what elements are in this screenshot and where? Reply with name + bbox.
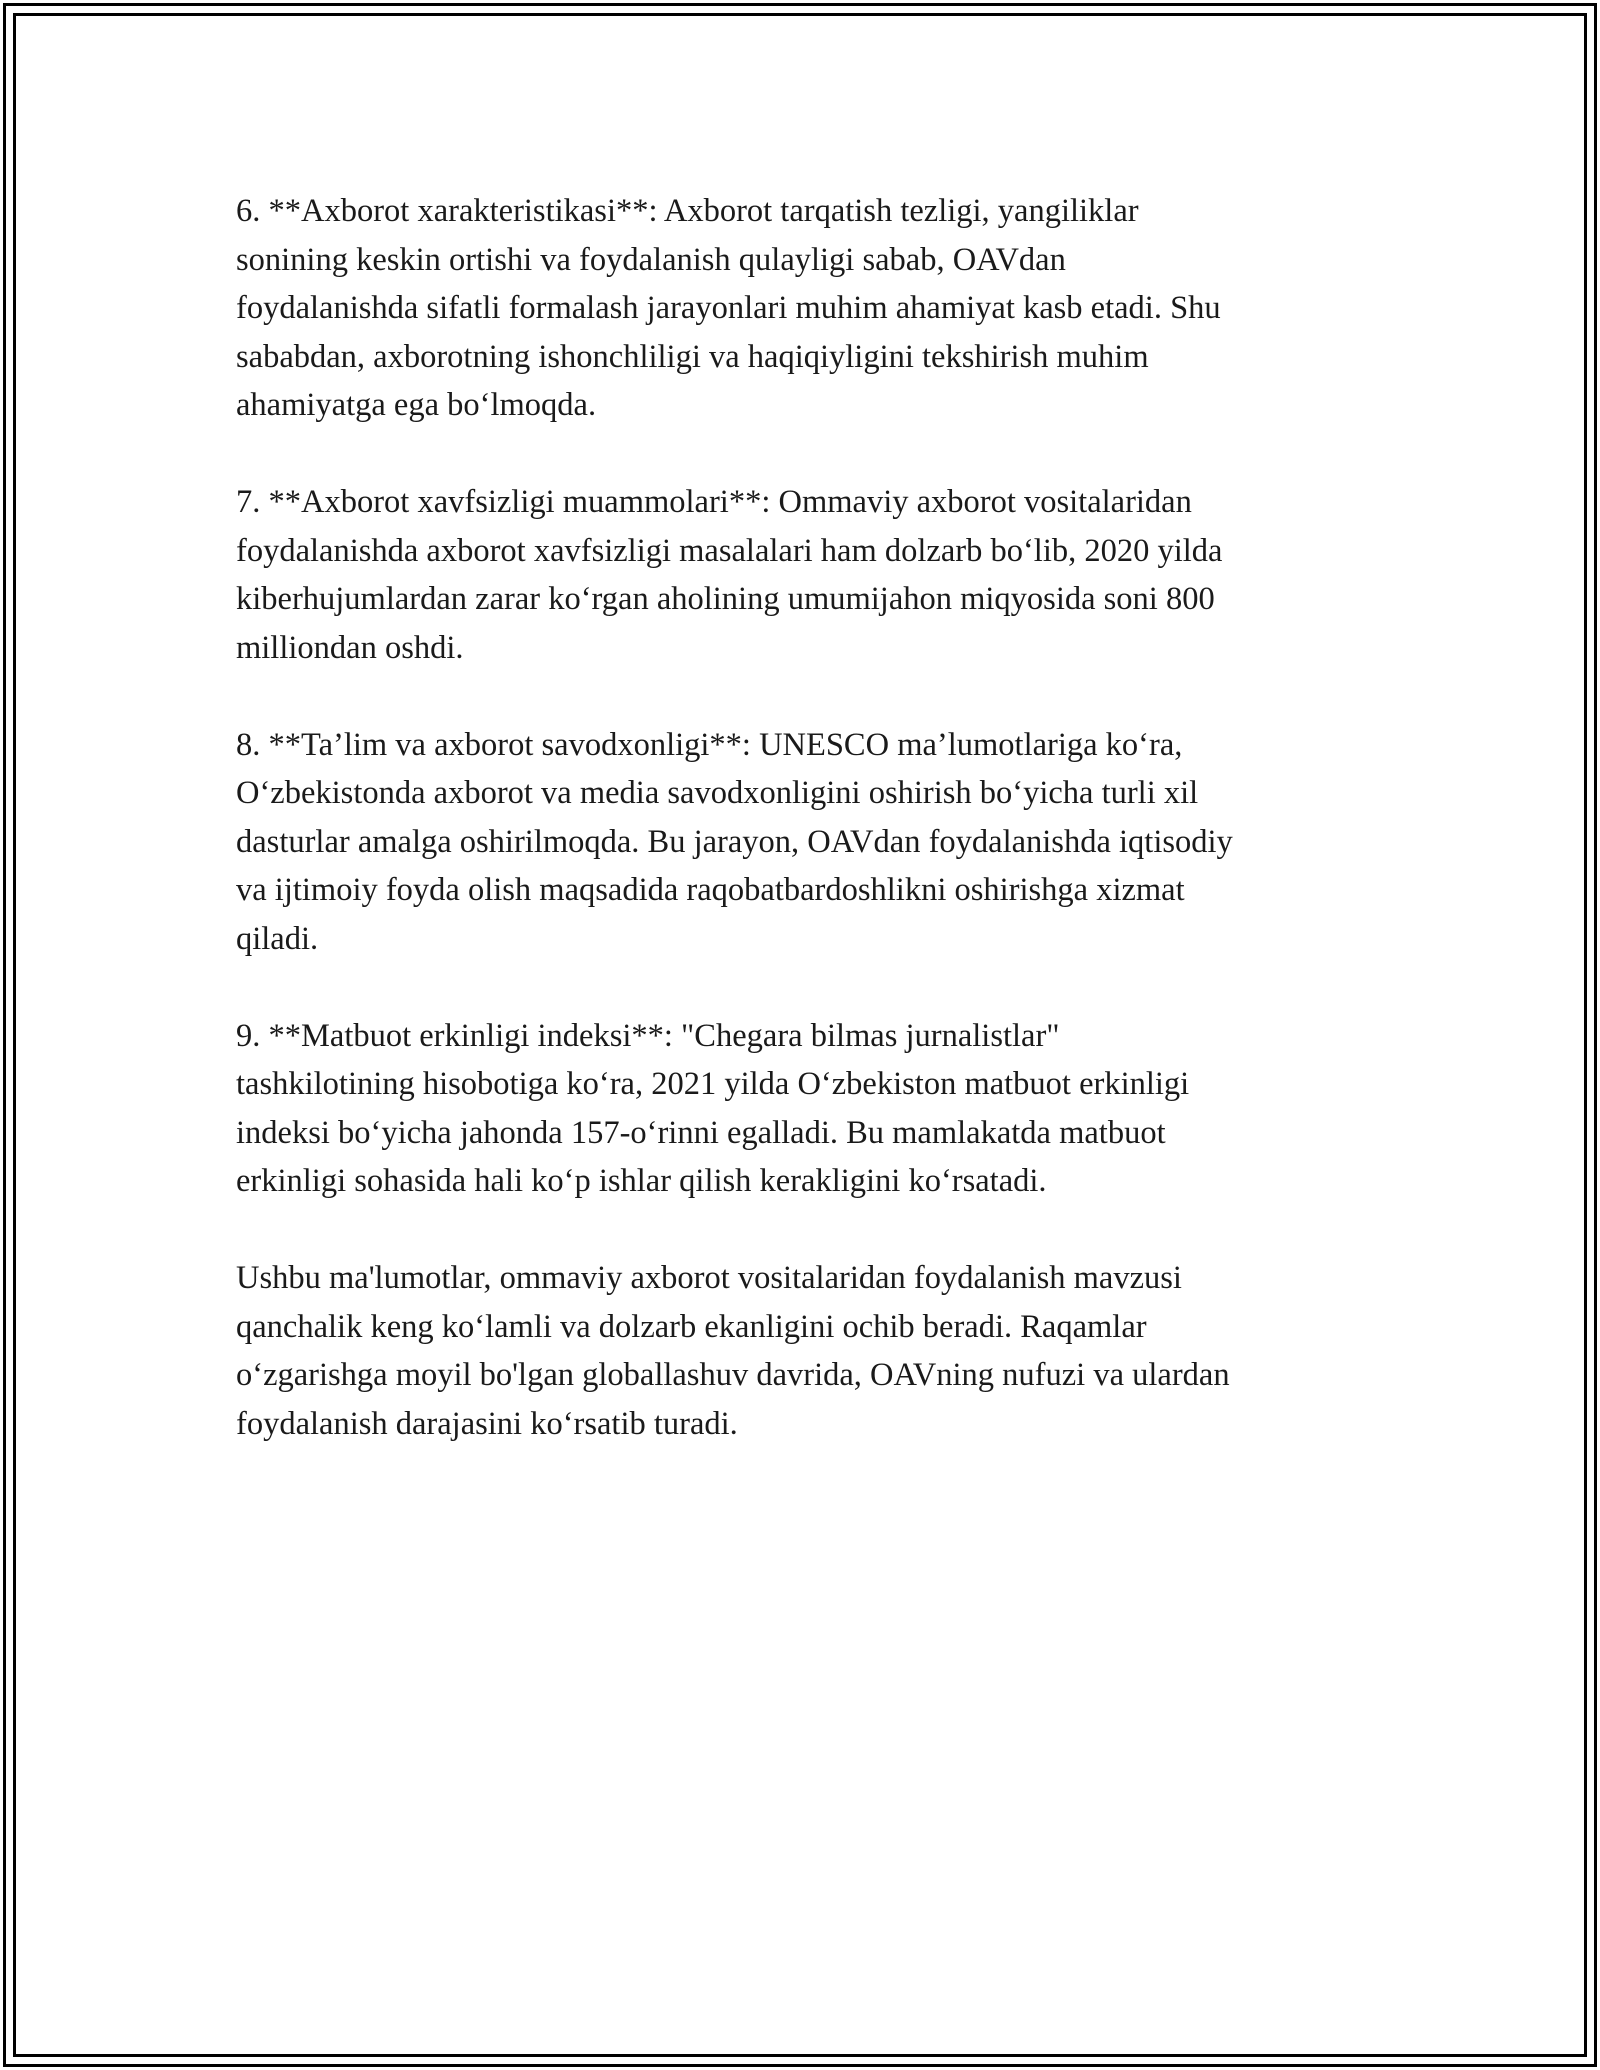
paragraph-8-education-literacy: 8. **Ta’lim va axborot savodxonligi**: UNESCO ma’lumotlariga ko‘ra, O‘zbekistonda axborot va media savodxonligini oshirish bo‘yicha turli xil dasturlar amalga oshirilmoqda. Bu jarayon, OAVdan foydalanishda iqtisodiy va ijtimoiy foyda olish maqsadida raqobatbardoshlikni oshirishga xizmat qiladi. xyxy=(236,726,1233,957)
paragraph-9-press-freedom-index: 9. **Matbuot erkinligi indeksi**: "Chegara bilmas jurnalistlar" tashkilotining hisobotiga ko‘ra, 2021 yilda O‘zbekiston matbuot erkinligi indeksi bo‘yicha jahonda 157-o‘rinni egalladi. Bu mamlakatda matbuot erkinligi sohasida hali ko‘p ishlar qilish kerakligini ko‘rsatadi. xyxy=(236,1017,1190,1199)
paragraph-7-information-security: 7. **Axborot xavfsizligi muammolari**: Ommaviy axborot vositalaridan foydalanishda axborot xavfsizligi masalalari ham dolzarb bo‘lib, 2020 yilda kiberhujumlardan zarar ko‘rgan aholining umumijahon miqyosida soni 800 milliondan oshdi. xyxy=(236,484,1223,666)
paragraph-conclusion: Ushbu ma'lumotlar, ommaviy axborot vositalaridan foydalanish mavzusi qanchalik keng ko‘lamli va dolzarb ekanligini ochib beradi. Raqamlar o‘zgarishga moyil bo'lgan globallashuv davrida, OAVning nufuzi va ulardan foydalanish darajasini ko‘rsatib turadi. xyxy=(236,1260,1230,1442)
paragraph-6-information-characteristics: 6. **Axborot xarakteristikasi**: Axborot tarqatish tezligi, yangiliklar sonining keskin ortishi va foydalanish qulayligi sabab, OAVdan foydalanishda sifatli formalash jarayonlari muhim ahamiyat kasb etadi. Shu sababdan, axborotning ishonchliligi va haqiqiyligini tekshirish muhim ahamiyatga ega bo‘lmoqda. xyxy=(236,193,1221,423)
document-body xyxy=(236,187,1376,1497)
